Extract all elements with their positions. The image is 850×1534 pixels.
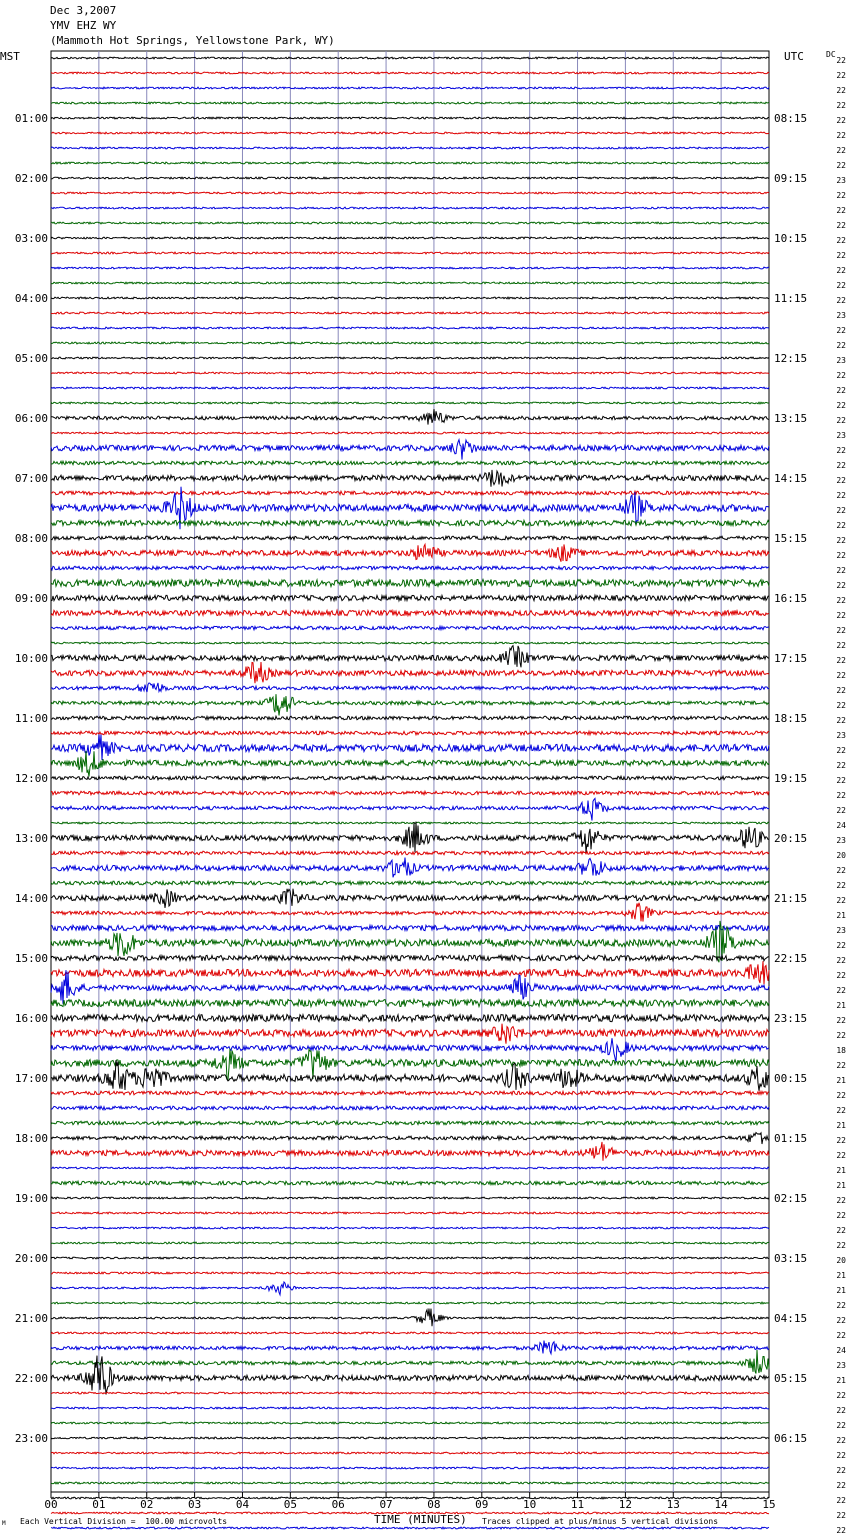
- seismic-trace: [51, 683, 769, 692]
- x-tick-label: 12: [618, 1498, 633, 1511]
- dc-offset-label: 22: [836, 581, 846, 590]
- seismic-trace: [51, 1272, 769, 1274]
- dc-offset-label: 22: [836, 761, 846, 770]
- dc-offset-label: 22: [836, 1196, 846, 1205]
- dc-offset-label: 22: [836, 1061, 846, 1070]
- mst-hour-label: 21:00: [14, 1312, 48, 1325]
- utc-hour-label: 08:15: [774, 112, 808, 125]
- utc-hour-label: 13:15: [774, 412, 808, 425]
- dc-offset-label: 23: [836, 926, 846, 935]
- utc-hour-label: 15:15: [774, 532, 808, 545]
- seismic-trace: [51, 491, 769, 495]
- utc-hour-label: 10:15: [774, 232, 808, 245]
- utc-hour-label: 16:15: [774, 592, 808, 605]
- dc-offset-label: 22: [836, 746, 846, 755]
- dc-offset-label: 20: [836, 851, 846, 860]
- seismic-trace: [51, 1133, 769, 1145]
- dc-offset-label: 22: [836, 461, 846, 470]
- seismic-trace: [51, 798, 769, 820]
- dc-offset-label: 22: [836, 1016, 846, 1025]
- x-tick-label: 02: [140, 1498, 154, 1511]
- mst-hour-label: 14:00: [14, 892, 48, 905]
- dc-offset-label: 22: [836, 146, 846, 155]
- left-axis-label: MST: [0, 50, 20, 63]
- dc-offset-label: 21: [836, 1286, 846, 1295]
- seismic-trace: [51, 751, 769, 777]
- dc-offset-label: 22: [836, 1466, 846, 1475]
- seismic-trace: [51, 925, 769, 930]
- utc-hour-label: 21:15: [774, 892, 808, 905]
- seismic-trace: [51, 1302, 769, 1304]
- mst-hour-label: 22:00: [14, 1372, 48, 1385]
- dc-offset-label: 22: [836, 296, 846, 305]
- x-tick-label: 04: [235, 1498, 250, 1511]
- seismic-trace: [51, 57, 769, 59]
- mst-hour-label: 23:00: [14, 1432, 48, 1445]
- mst-hour-label: 18:00: [14, 1132, 48, 1145]
- dc-offset-label: 22: [836, 1526, 846, 1534]
- utc-hour-label: 11:15: [774, 292, 808, 305]
- seismic-trace: [51, 192, 769, 194]
- dc-offset-label: 22: [836, 971, 846, 980]
- seismic-trace: [51, 646, 769, 668]
- utc-hour-label: 02:15: [774, 1192, 808, 1205]
- seismic-trace: [51, 1467, 769, 1469]
- mst-hour-label: 04:00: [14, 292, 48, 305]
- mst-hour-label: 01:00: [14, 112, 48, 125]
- x-tick-label: 06: [331, 1498, 345, 1511]
- seismic-trace: [51, 536, 769, 540]
- seismic-trace: [51, 372, 769, 374]
- seismic-trace: [51, 222, 769, 224]
- seismic-trace: [51, 889, 769, 908]
- dc-offset-label: 22: [836, 1106, 846, 1115]
- dc-offset-label: 22: [836, 416, 846, 425]
- dc-offset-label: 22: [836, 491, 846, 500]
- dc-offset-label: 22: [836, 596, 846, 605]
- seismic-trace: [51, 470, 769, 487]
- seismic-trace: [51, 1257, 769, 1259]
- dc-offset-label: 22: [836, 1406, 846, 1415]
- clip-note: Traces clipped at plus/minus 5 vertical divisions: [482, 1517, 719, 1526]
- dc-offset-label: 22: [836, 611, 846, 620]
- dc-offset-label: 22: [836, 131, 846, 140]
- mst-hour-label: 03:00: [14, 232, 48, 245]
- seismic-trace: [51, 177, 769, 179]
- seismic-trace: [51, 626, 769, 630]
- dc-offset-label: 23: [836, 356, 846, 365]
- dc-offset-label: 22: [836, 56, 846, 65]
- dc-offset-label: 22: [836, 641, 846, 650]
- seismic-trace: [51, 102, 769, 104]
- dc-offset-label: 22: [836, 566, 846, 575]
- seismic-trace: [51, 1014, 769, 1021]
- seismic-trace: [51, 903, 769, 922]
- dc-offset-label: 22: [836, 1091, 846, 1100]
- dc-offset-label: 22: [836, 386, 846, 395]
- dc-offset-label: 22: [836, 536, 846, 545]
- mst-hour-label: 12:00: [14, 772, 48, 785]
- x-tick-label: 08: [427, 1498, 441, 1511]
- mst-hour-label: 10:00: [14, 652, 48, 665]
- seismic-trace: [51, 694, 769, 715]
- mst-hour-label: 17:00: [14, 1072, 48, 1085]
- seismic-trace: [51, 1350, 769, 1374]
- dc-offset-label: 22: [836, 191, 846, 200]
- dc-header-label: DC: [826, 50, 836, 59]
- mst-hour-label: 11:00: [14, 712, 48, 725]
- dc-offset-label: 22: [836, 956, 846, 965]
- seismic-trace: [51, 881, 769, 885]
- seismic-trace: [51, 716, 769, 720]
- dc-offset-label: 22: [836, 1031, 846, 1040]
- seismic-trace: [51, 252, 769, 254]
- dc-offset-label: 23: [836, 1361, 846, 1370]
- vertical-division-note: Each Vertical Division = 100.00 microvolts: [20, 1517, 228, 1526]
- seismic-trace: [51, 1197, 769, 1199]
- dc-offset-label: 22: [836, 521, 846, 530]
- dc-offset-label: 21: [836, 1121, 846, 1130]
- dc-offset-label: 22: [836, 506, 846, 515]
- dc-offset-label: 21: [836, 1181, 846, 1190]
- seismic-trace: [51, 999, 769, 1006]
- dc-offset-label: 22: [836, 1436, 846, 1445]
- seismic-trace: [51, 1091, 769, 1095]
- dc-offset-label: 22: [836, 551, 846, 560]
- x-tick-label: 09: [475, 1498, 489, 1511]
- utc-hour-label: 12:15: [774, 352, 808, 365]
- seismic-trace: [51, 267, 769, 269]
- footer-corner-mark: M: [2, 1520, 6, 1527]
- mst-hour-label: 02:00: [14, 172, 48, 185]
- seismic-trace: [51, 237, 769, 239]
- utc-hour-label: 00:15: [774, 1072, 808, 1085]
- x-tick-label: 01: [92, 1498, 106, 1511]
- x-tick-label: 13: [666, 1498, 680, 1511]
- seismic-trace: [51, 1167, 769, 1169]
- dc-offset-label: 21: [836, 1376, 846, 1385]
- seismic-trace: [51, 1024, 769, 1044]
- seismic-trace: [51, 207, 769, 209]
- dc-offset-label: 22: [836, 941, 846, 950]
- dc-offset-label: 22: [836, 251, 846, 260]
- seismic-trace: [51, 851, 769, 855]
- dc-offset-label: 21: [836, 911, 846, 920]
- seismic-trace: [51, 147, 769, 149]
- dc-offset-label: 22: [836, 1496, 846, 1505]
- mst-hour-label: 06:00: [14, 412, 48, 425]
- seismic-trace: [51, 1106, 769, 1110]
- dc-offset-label: 22: [836, 401, 846, 410]
- dc-offset-label: 22: [836, 86, 846, 95]
- utc-hour-label: 14:15: [774, 472, 808, 485]
- x-tick-label: 15: [762, 1498, 776, 1511]
- seismic-trace: [51, 1142, 769, 1161]
- dc-offset-label: 22: [836, 476, 846, 485]
- seismic-trace: [51, 1422, 769, 1424]
- dc-offset-label: 22: [836, 1211, 846, 1220]
- seismic-trace: [51, 579, 769, 586]
- dc-offset-label: 22: [836, 686, 846, 695]
- dc-offset-label: 21: [836, 1001, 846, 1010]
- seismic-trace: [51, 432, 769, 434]
- dc-offset-label: 22: [836, 776, 846, 785]
- dc-offset-label: 22: [836, 896, 846, 905]
- dc-offset-label: 22: [836, 206, 846, 215]
- seismic-trace: [51, 132, 769, 134]
- seismic-trace: [51, 1437, 769, 1439]
- chart-date: Dec 3,2007: [50, 4, 117, 17]
- dc-offset-label: 22: [836, 266, 846, 275]
- dc-offset-label: 22: [836, 1136, 846, 1145]
- utc-hour-label: 20:15: [774, 832, 808, 845]
- seismic-trace: [51, 297, 769, 299]
- x-tick-label: 05: [283, 1498, 297, 1511]
- seismic-trace: [51, 731, 769, 735]
- seismic-trace: [51, 595, 769, 600]
- dc-offset-label: 22: [836, 281, 846, 290]
- dc-offset-label: 22: [836, 701, 846, 710]
- utc-hour-label: 19:15: [774, 772, 808, 785]
- utc-hour-label: 01:15: [774, 1132, 808, 1145]
- seismic-trace: [51, 409, 769, 425]
- dc-offset-label: 22: [836, 161, 846, 170]
- dc-offset-label: 22: [836, 1331, 846, 1340]
- dc-offset-label: 22: [836, 866, 846, 875]
- dc-offset-label: 22: [836, 1511, 846, 1520]
- seismic-trace: [51, 1309, 769, 1327]
- seismic-trace: [51, 791, 769, 795]
- mst-hour-label: 15:00: [14, 952, 48, 965]
- mst-hour-label: 05:00: [14, 352, 48, 365]
- seismic-trace: [51, 1452, 769, 1454]
- dc-offset-label: 22: [836, 236, 846, 245]
- utc-hour-label: 05:15: [774, 1372, 808, 1385]
- utc-hour-label: 23:15: [774, 1012, 808, 1025]
- seismic-trace: [51, 961, 769, 984]
- seismic-trace: [51, 1527, 769, 1529]
- seismic-trace: [51, 1407, 769, 1409]
- utc-hour-label: 09:15: [774, 172, 808, 185]
- x-tick-label: 03: [187, 1498, 202, 1511]
- seismic-trace: [51, 312, 769, 314]
- dc-offset-label: 22: [836, 371, 846, 380]
- x-tick-label: 14: [714, 1498, 728, 1511]
- dc-offset-label: 22: [836, 716, 846, 725]
- dc-offset-label: 22: [836, 1316, 846, 1325]
- mst-hour-label: 09:00: [14, 592, 48, 605]
- dc-offset-label: 22: [836, 986, 846, 995]
- dc-offset-label: 22: [836, 221, 846, 230]
- seismic-trace: [51, 822, 769, 824]
- right-axis-label: UTC: [784, 50, 804, 63]
- dc-offset-label: 23: [836, 836, 846, 845]
- x-tick-label: 11: [570, 1498, 585, 1511]
- seismic-trace: [51, 1497, 769, 1499]
- seismic-trace: [51, 440, 769, 460]
- mst-hour-label: 16:00: [14, 1012, 48, 1025]
- seismic-trace: [51, 342, 769, 344]
- seismic-trace: [51, 1341, 769, 1354]
- dc-offset-label: 22: [836, 446, 846, 455]
- seismic-trace: [51, 1121, 769, 1125]
- seismic-trace: [51, 662, 769, 683]
- seismic-trace: [51, 402, 769, 404]
- seismic-trace: [51, 282, 769, 284]
- seismic-trace: [51, 87, 769, 89]
- seismic-trace: [51, 822, 769, 853]
- utc-hour-label: 03:15: [774, 1252, 808, 1265]
- seismic-trace: [51, 1282, 769, 1295]
- dc-offset-label: 22: [836, 881, 846, 890]
- utc-hour-label: 04:15: [774, 1312, 808, 1325]
- dc-offset-label: 22: [836, 806, 846, 815]
- dc-offset-label: 24: [836, 1346, 846, 1355]
- station-code: YMV EHZ WY: [50, 19, 117, 32]
- seismic-trace: [51, 1392, 769, 1394]
- station-location: (Mammoth Hot Springs, Yellowstone Park, WY): [50, 34, 335, 47]
- mst-hour-label: 19:00: [14, 1192, 48, 1205]
- dc-offset-label: 22: [836, 656, 846, 665]
- dc-offset-label: 22: [836, 341, 846, 350]
- seismic-trace: [51, 955, 769, 960]
- dc-offset-label: 22: [836, 326, 846, 335]
- seismic-trace: [51, 1038, 769, 1062]
- dc-offset-label: 21: [836, 1166, 846, 1175]
- utc-hour-label: 18:15: [774, 712, 808, 725]
- x-tick-label: 10: [523, 1498, 537, 1511]
- dc-offset-label: 22: [836, 1481, 846, 1490]
- dc-offset-label: 22: [836, 791, 846, 800]
- dc-offset-label: 22: [836, 1421, 846, 1430]
- x-axis-title: TIME (MINUTES): [374, 1513, 467, 1526]
- utc-hour-label: 06:15: [774, 1432, 808, 1445]
- dc-offset-label: 23: [836, 731, 846, 740]
- x-tick-label: 07: [379, 1498, 393, 1511]
- dc-offset-label: 22: [836, 116, 846, 125]
- seismic-trace: [51, 1332, 769, 1334]
- utc-hour-label: 22:15: [774, 952, 808, 965]
- dc-offset-label: 23: [836, 311, 846, 320]
- dc-offset-label: 20: [836, 1256, 846, 1265]
- seismic-trace: [51, 734, 769, 760]
- seismic-trace: [51, 776, 769, 780]
- dc-offset-label: 22: [836, 626, 846, 635]
- dc-offset-label: 22: [836, 1226, 846, 1235]
- seismic-trace: [51, 858, 769, 878]
- seismic-trace: [51, 327, 769, 329]
- dc-offset-label: 23: [836, 431, 846, 440]
- dc-offset-label: 22: [836, 1391, 846, 1400]
- mst-hour-label: 13:00: [14, 832, 48, 845]
- dc-offset-label: 18: [836, 1046, 846, 1055]
- dc-offset-label: 22: [836, 1241, 846, 1250]
- seismic-trace: [51, 642, 769, 644]
- dc-offset-label: 22: [836, 1301, 846, 1310]
- seismic-trace: [51, 1212, 769, 1214]
- dc-offset-label: 22: [836, 1151, 846, 1160]
- seismic-trace: [51, 1181, 769, 1185]
- seismic-trace: [51, 72, 769, 74]
- mst-hour-label: 07:00: [14, 472, 48, 485]
- seismic-trace: [51, 117, 769, 119]
- seismic-trace: [51, 461, 769, 465]
- utc-hour-label: 17:15: [774, 652, 808, 665]
- seismic-trace: [51, 1482, 769, 1484]
- seismic-trace: [51, 1227, 769, 1229]
- x-tick-label: 00: [44, 1498, 58, 1511]
- dc-offset-label: 24: [836, 821, 846, 830]
- mst-hour-label: 20:00: [14, 1252, 48, 1265]
- seismic-trace: [51, 1242, 769, 1244]
- seismic-trace: [51, 357, 769, 359]
- dc-offset-label: 23: [836, 176, 846, 185]
- dc-offset-label: 22: [836, 1451, 846, 1460]
- dc-offset-label: 22: [836, 671, 846, 680]
- seismic-trace: [51, 520, 769, 525]
- dc-offset-label: 21: [836, 1271, 846, 1280]
- mst-hour-label: 08:00: [14, 532, 48, 545]
- dc-offset-label: 21: [836, 1076, 846, 1085]
- seismic-trace: [51, 387, 769, 389]
- seismic-trace: [51, 566, 769, 570]
- dc-offset-label: 22: [836, 71, 846, 80]
- seismic-trace: [51, 610, 769, 615]
- dc-offset-label: 22: [836, 101, 846, 110]
- seismic-trace: [51, 162, 769, 164]
- seismic-trace: [51, 544, 769, 561]
